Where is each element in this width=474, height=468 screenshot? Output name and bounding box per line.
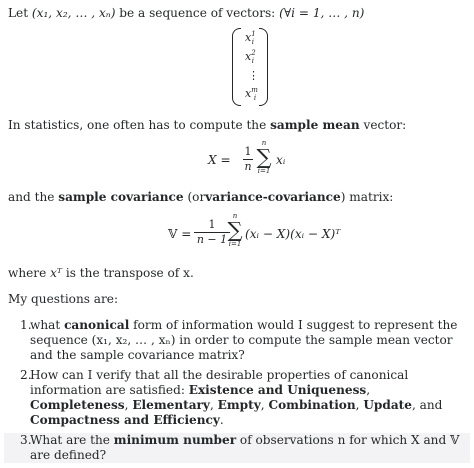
question-bold-term: canonical	[64, 318, 130, 332]
mean-lhs: X =	[208, 153, 231, 167]
question-text: what	[30, 318, 65, 332]
question-bold-term: Compactness and Efficiency	[30, 413, 220, 427]
vector-row-dots: ⋮	[248, 69, 259, 82]
question-text: How can I verify that all the desirable properties of canonical information are satisfied:	[30, 368, 409, 397]
question-bold-term: Completeness	[30, 398, 125, 412]
question-number: 3.	[20, 433, 32, 447]
question-text: ,	[209, 398, 218, 412]
question-text: ,	[260, 398, 269, 412]
covariance-line: and the sample covariance (orvariance-covariance) matrix:	[8, 190, 394, 204]
question-text: , and	[411, 398, 443, 412]
question-bold-term: Update	[363, 398, 412, 412]
question-number: 1.	[20, 318, 32, 332]
cov-term: (xᵢ − X)(xᵢ − X)ᵀ	[245, 227, 341, 241]
question-text: ,	[366, 383, 371, 397]
intro-forall: (∀i = 1, … , n)	[279, 6, 365, 20]
question-bold-term: Existence and Uniqueness	[188, 383, 367, 397]
transpose-line: where xᵀ is the transpose of x.	[8, 266, 194, 280]
question-bold-term: Empty	[217, 398, 261, 412]
cov-sigma: n ∑ i=1	[227, 212, 243, 248]
cov-lhs: 𝕍 =	[168, 227, 192, 241]
vector-row-2: $x^2_i$	[245, 49, 256, 65]
vector-row-1: $x^1_i$	[245, 30, 256, 46]
cov-fraction: $\frac{1}{n - 1}$	[194, 218, 230, 247]
intro-line	[8, 6, 364, 21]
intro-tuple: (x₁, x₂, … , xₙ)	[31, 6, 116, 20]
questions-list	[8, 318, 470, 468]
vector-right-paren	[259, 28, 268, 106]
intro-let: Let	[8, 6, 29, 20]
question-item	[8, 318, 470, 363]
my-questions-heading: My questions are:	[8, 292, 119, 306]
question-text: ,	[124, 398, 133, 412]
question-bold-term: Elementary	[132, 398, 210, 412]
variance-covariance-term: variance-covariance	[205, 190, 341, 204]
mean-sigma: n ∑ i=1	[256, 139, 272, 175]
question-item	[4, 433, 470, 463]
question-text: ,	[355, 398, 364, 412]
question-item	[8, 368, 470, 428]
sample-covariance-term: sample covariance	[58, 190, 184, 204]
question-text: of observations n for which X and 𝕍 are defined?	[30, 433, 460, 462]
question-text: .	[219, 413, 224, 427]
statistics-line: In statistics, one often has to compute the sample mean vector:	[8, 118, 407, 132]
question-text: form of information would I suggest to represent the sequence (x₁, x₂, … , xₙ) in order to compute the sample mean vector and the sample covariance matrix?	[30, 318, 458, 362]
column-vector	[232, 28, 268, 106]
question-number: 2.	[20, 368, 32, 382]
mean-term: xᵢ	[276, 153, 286, 167]
vector-left-paren	[232, 28, 241, 106]
question-text: What are the	[30, 433, 114, 447]
sample-mean-term: sample mean	[270, 118, 360, 132]
vector-row-m: $x^m_i$	[245, 86, 258, 102]
question-bold-term: Combination	[268, 398, 356, 412]
intro-text: be a sequence of vectors:	[119, 6, 276, 20]
question-bold-term: minimum number	[113, 433, 237, 447]
mean-fraction: $\frac{1}{n}$	[244, 145, 252, 173]
